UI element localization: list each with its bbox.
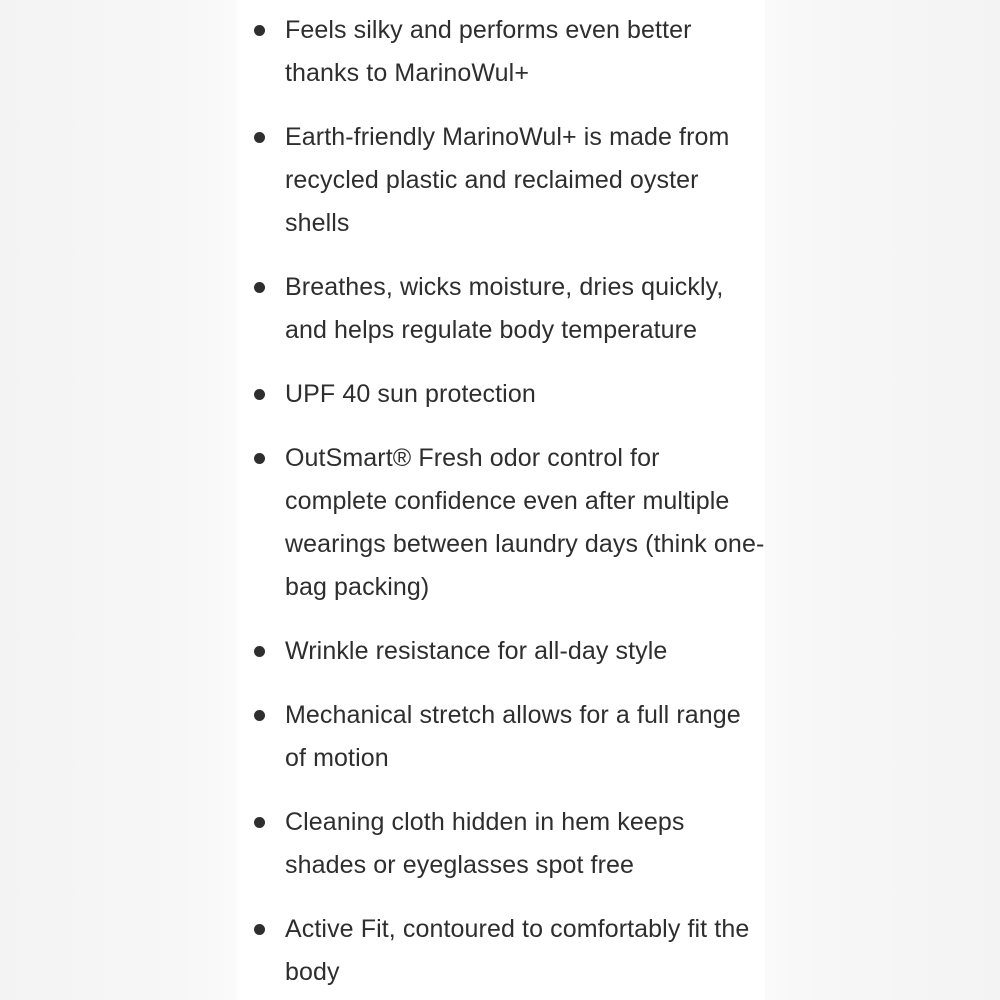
feature-list xyxy=(240,9,765,1000)
list-item xyxy=(240,373,765,416)
feature-panel xyxy=(240,0,765,1000)
bullet-dot-icon xyxy=(254,453,265,464)
feature-text: Wrinkle resistance for all-day style xyxy=(285,637,668,665)
list-item xyxy=(240,116,765,245)
bullet-dot-icon xyxy=(254,389,265,400)
bullet-dot-icon xyxy=(254,25,265,36)
feature-text: Feels silky and performs even better thanks to MarinoWul+ xyxy=(285,16,692,87)
feature-text: OutSmart® Fresh odor control for complete confidence even after multiple wearings between laundry days (think one-bag packing) xyxy=(285,444,765,601)
list-item xyxy=(240,437,765,609)
feature-text: Active Fit, contoured to comfortably fit the body xyxy=(285,915,750,986)
list-item xyxy=(240,908,765,994)
feature-text: UPF 40 sun protection xyxy=(285,380,536,408)
bullet-dot-icon xyxy=(254,817,265,828)
list-item xyxy=(240,630,765,673)
feature-text: Mechanical stretch allows for a full range of motion xyxy=(285,701,741,772)
bullet-dot-icon xyxy=(254,282,265,293)
list-item xyxy=(240,694,765,780)
bullet-dot-icon xyxy=(254,132,265,143)
feature-text: Cleaning cloth hidden in hem keeps shades or eyeglasses spot free xyxy=(285,808,685,879)
list-item xyxy=(240,801,765,887)
feature-text: Breathes, wicks moisture, dries quickly, and helps regulate body temperature xyxy=(285,273,724,344)
feature-text: Earth-friendly MarinoWul+ is made from recycled plastic and reclaimed oyster shells xyxy=(285,123,730,237)
list-item xyxy=(240,9,765,95)
bullet-dot-icon xyxy=(254,924,265,935)
bullet-dot-icon xyxy=(254,646,265,657)
bullet-dot-icon xyxy=(254,710,265,721)
list-item xyxy=(240,266,765,352)
